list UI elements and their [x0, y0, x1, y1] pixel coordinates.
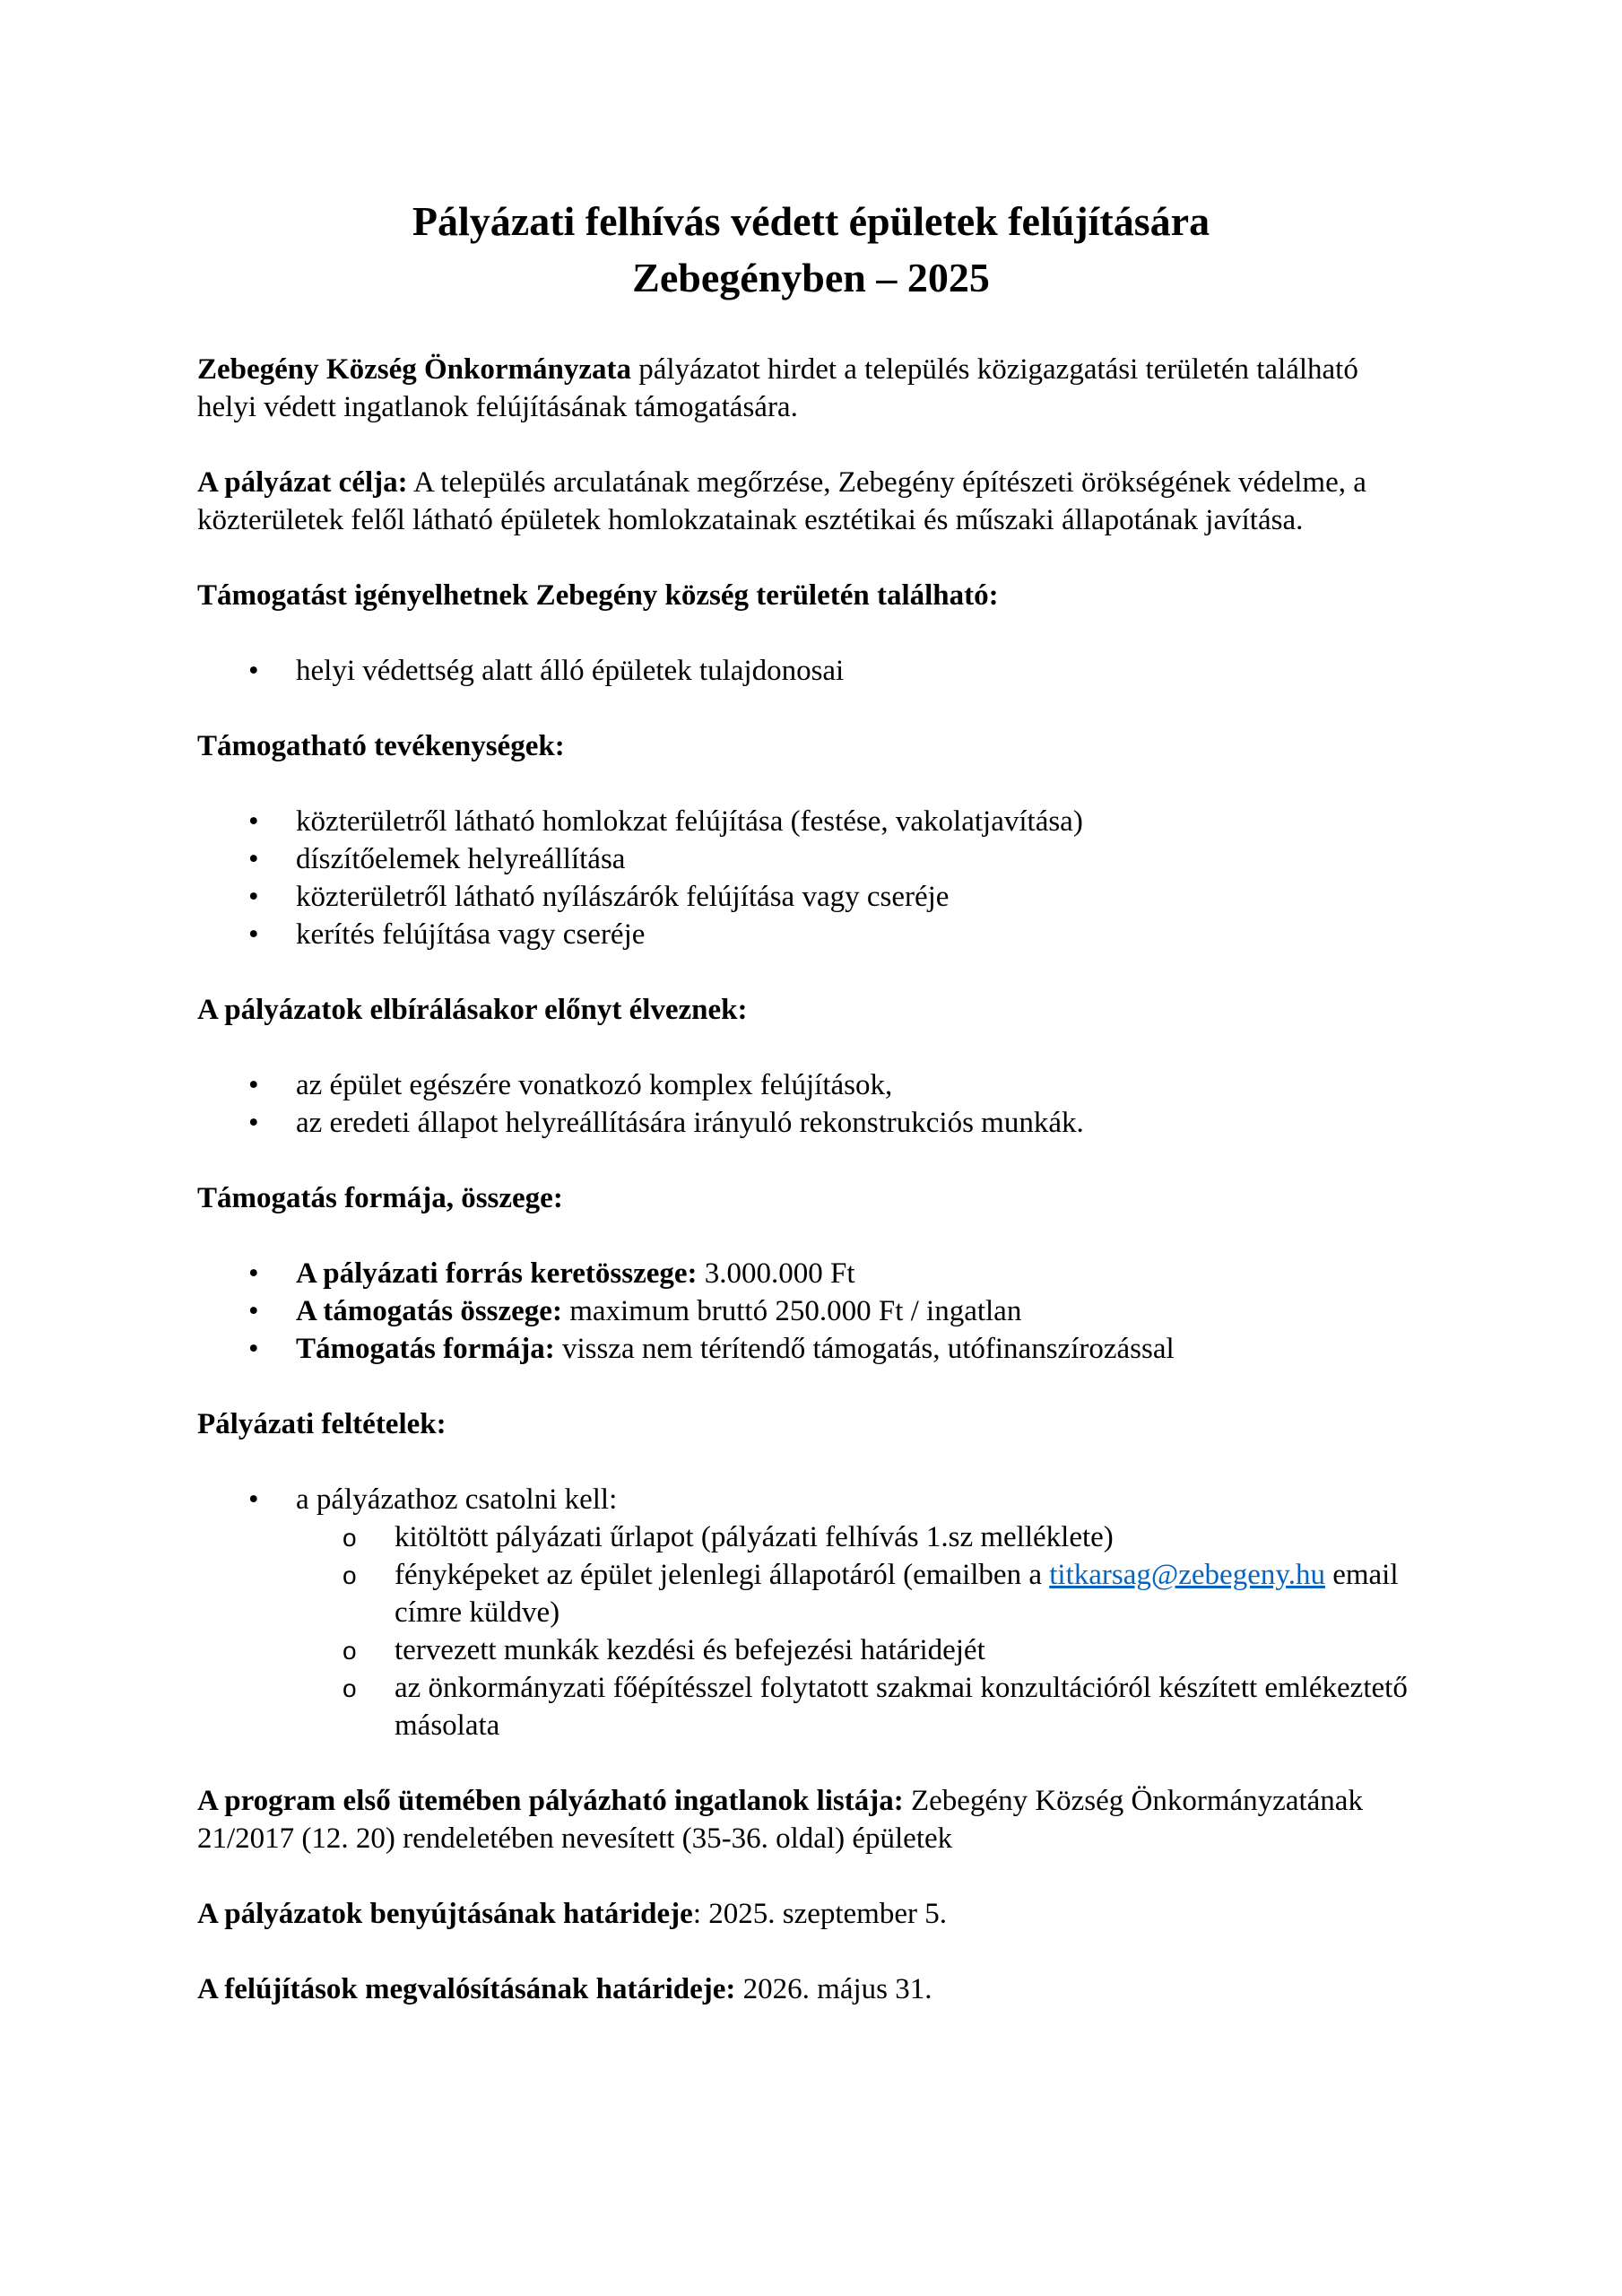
bullet-icon: • [248, 918, 259, 951]
bullet-icon: • [248, 805, 259, 838]
eligible-heading: Támogatást igényelhetnek Zebegény község területén található: [197, 579, 999, 612]
goal-label: A pályázat célja: [197, 466, 408, 499]
list-item: • Támogatás formája: vissza nem térítendő támogatás, utófinanszírozással [197, 1330, 1425, 1368]
list-item: • díszítőelemek helyreállítása [197, 840, 1425, 878]
bullet-icon: • [248, 655, 259, 687]
title-line-1: Pályázati felhívás védett épületek felújítására [412, 198, 1210, 244]
circle-bullet-icon: o [343, 1524, 357, 1552]
list-item: • A támogatás összege: maximum bruttó 250.000 Ft / ingatlan [197, 1292, 1425, 1330]
circle-bullet-icon: o [343, 1637, 357, 1665]
completion-deadline-label: A felújítások megvalósításának határideje: [197, 1973, 736, 2005]
circle-bullet-icon: o [343, 1674, 357, 1702]
intro-text: pályázatot hirdet a település közigazgatási területén található helyi védett ingatlanok felújításának támogatására. [197, 353, 1358, 423]
page-title [197, 193, 1425, 306]
submission-deadline-value: : 2025. szeptember 5. [692, 1898, 947, 1930]
sub-list-item: o kitöltött pályázati űrlapot (pályázati felhívás 1.sz melléklete) [197, 1518, 1425, 1556]
program-label: A program első ütemében pályázható ingatlanok listája: [197, 1785, 904, 1817]
advantage-heading: A pályázatok elbírálásakor előnyt élveznek: [197, 994, 748, 1026]
program-paragraph [197, 1782, 1425, 1857]
bullet-icon: • [248, 1483, 259, 1516]
conditions-sublist [296, 1518, 1425, 1744]
bullet-icon: • [248, 1107, 259, 1139]
activities-heading: Támogatható tevékenységek: [197, 730, 565, 762]
advantage-list [197, 1066, 1425, 1142]
list-item: • a pályázathoz csatolni kell: o kitöltött pályázati űrlapot (pályázati felhívás 1.sz melléklete) o fényképeket az épület jelenlegi állapotáról (emailben a titkarsag@zebegeny.hu email címre küldve) o tervezett munkák kezdési és befejezési határidejét o az önkormányzati főépítésszel folytatott szakmai konzultációról készített emlékeztető másolata [197, 1481, 1425, 1744]
bullet-icon: • [248, 843, 259, 875]
intro-bold: Zebegény Község Önkormányzata [197, 353, 631, 386]
circle-bullet-icon: o [343, 1561, 357, 1589]
bullet-icon: • [248, 1295, 259, 1327]
list-item: • helyi védettség alatt álló épületek tulajdonosai [197, 652, 1425, 690]
email-link[interactable]: titkarsag@zebegeny.hu [1049, 1559, 1325, 1591]
completion-deadline [197, 1970, 1425, 2008]
list-item: • közterületről látható homlokzat felújítása (festése, vakolatjavítása) [197, 803, 1425, 840]
bullet-icon: • [248, 881, 259, 913]
sub-list-item: o tervezett munkák kezdési és befejezési határidejét [197, 1631, 1425, 1669]
list-item: • közterületről látható nyílászárók felújítása vagy cseréje [197, 878, 1425, 916]
funding-list [197, 1255, 1425, 1368]
goal-text: A település arculatának megőrzése, Zebegény építészeti örökségének védelme, a közterületek felől látható épületek homlokzatainak esztétikai és műszaki állapotának javítása. [197, 466, 1366, 536]
completion-deadline-value: 2026. május 31. [735, 1973, 932, 2005]
bullet-icon: • [248, 1333, 259, 1365]
program-text: Zebegény Község Önkormányzatának 21/2017 (12. 20) rendeletében nevesített (35-36. oldal) épületek [197, 1785, 1363, 1855]
list-item: • az épület egészére vonatkozó komplex felújítások, [197, 1066, 1425, 1104]
list-item: • kerítés felújítása vagy cseréje [197, 916, 1425, 953]
intro-paragraph [197, 351, 1425, 426]
activities-list [197, 803, 1425, 953]
goal-paragraph [197, 464, 1425, 539]
conditions-heading: Pályázati feltételek: [197, 1408, 447, 1440]
bullet-icon: • [248, 1257, 259, 1290]
funding-heading: Támogatás formája, összege: [197, 1182, 563, 1214]
sub-list-item: o fényképeket az épület jelenlegi állapotáról (emailben a titkarsag@zebegeny.hu email címre küldve) [343, 1559, 1399, 1629]
submission-deadline [197, 1895, 1425, 1933]
title-line-2: Zebegényben – 2025 [632, 255, 990, 300]
eligible-list [197, 652, 1425, 690]
list-item: • az eredeti állapot helyreállítására irányuló rekonstrukciós munkák. [197, 1104, 1425, 1142]
sub-list-item: o az önkormányzati főépítésszel folytatott szakmai konzultációról készített emlékeztető másolata [343, 1672, 1408, 1742]
conditions-list [197, 1481, 1425, 1744]
submission-deadline-label: A pályázatok benyújtásának határideje [197, 1898, 693, 1930]
list-item: • A pályázati forrás keretösszege: 3.000.000 Ft [197, 1255, 1425, 1292]
bullet-icon: • [248, 1069, 259, 1101]
